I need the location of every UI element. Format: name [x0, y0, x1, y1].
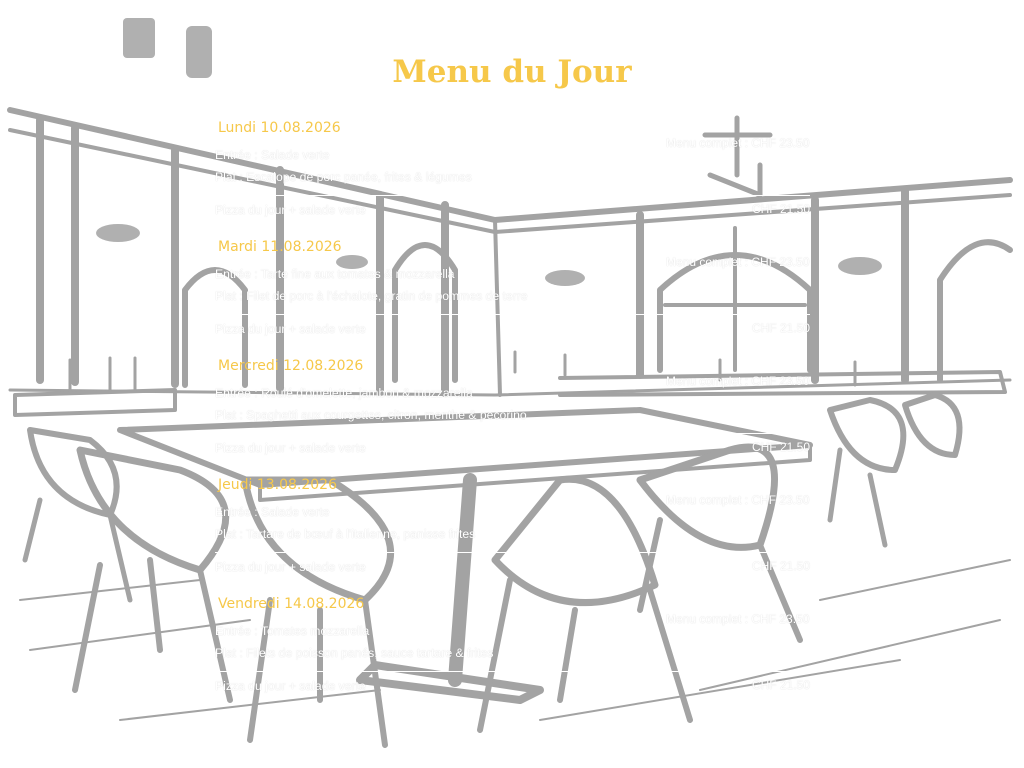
entree-text: Entrée : Salade verte	[215, 148, 330, 162]
pizza-price: CHF 21.50	[751, 202, 810, 216]
plat-text: Plat : Spaghetti aux courgettes, citron, menthe & pecorino	[215, 408, 527, 422]
menu-price: Menu complet : CHF 23.50	[666, 136, 810, 150]
pizza-price: CHF 21.50	[751, 559, 810, 573]
day-tuesday	[215, 236, 810, 355]
plat-text: Plat : Tartare de bœuf à l'italienne, panisse frites	[215, 527, 476, 541]
day-monday	[215, 117, 810, 236]
pizza-price: CHF 21.50	[751, 440, 810, 454]
divider	[215, 433, 810, 434]
pizza-text: Pizza du jour + salade verte	[215, 679, 366, 693]
day-title: Mercredi 12.08.2026	[218, 358, 364, 374]
pizza-price: CHF 21.50	[751, 321, 810, 335]
entree-text: Entrée : Salade verte	[215, 505, 330, 519]
day-title: Mardi 11.08.2026	[218, 239, 342, 255]
day-friday	[215, 593, 810, 712]
divider	[215, 671, 810, 672]
divider	[215, 552, 810, 553]
day-title: Vendredi 14.08.2026	[218, 596, 365, 612]
day-title: Lundi 10.08.2026	[218, 120, 341, 136]
plat-text: Plat : Escalope de porc panée, frites & légumes	[215, 170, 472, 184]
page-title: Menu du Jour	[392, 54, 632, 90]
menu-price: Menu complet : CHF 23.50	[666, 374, 810, 388]
day-thursday	[215, 474, 810, 593]
plat-text: Plat : Filet de porc à l'échalote, gratin de pommes de terre	[215, 289, 528, 303]
menu-price: Menu complet : CHF 23.50	[666, 255, 810, 269]
pizza-text: Pizza du jour + salade verte	[215, 560, 366, 574]
divider	[215, 195, 810, 196]
daily-menu-list	[215, 117, 810, 712]
pizza-text: Pizza du jour + salade verte	[215, 441, 366, 455]
divider	[215, 314, 810, 315]
plat-text: Plat : Filets de poisson panés, sauce tartare & frites	[215, 646, 494, 660]
day-title: Jeudi 13.08.2026	[218, 477, 337, 493]
entree-text: Entrée : Tarte fine aux tomates & mozzarella	[215, 267, 455, 281]
pizza-price: CHF 21.50	[751, 678, 810, 692]
pizza-text: Pizza du jour + salade verte	[215, 203, 366, 217]
day-wednesday	[215, 355, 810, 474]
entree-text: Entrée : Tomates mozzarella	[215, 624, 370, 638]
entree-text: Entrée : Roulé d'omelette, jambon & mozzarella	[215, 386, 473, 400]
menu-price: Menu complet : CHF 23.50	[666, 612, 810, 626]
menu-price: Menu complet : CHF 23.50	[666, 493, 810, 507]
pizza-text: Pizza du jour + salade verte	[215, 322, 366, 336]
